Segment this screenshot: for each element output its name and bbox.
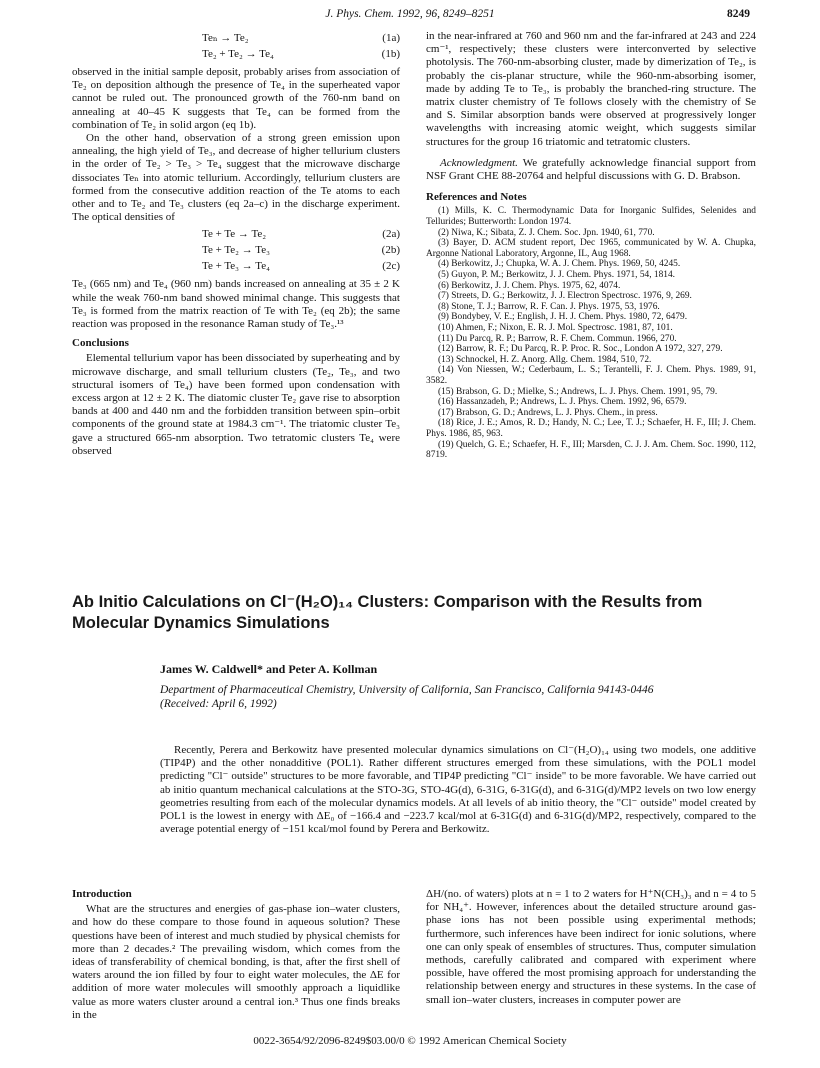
equation-1b [72,46,400,62]
acknowledgment [426,157,756,183]
introduction-heading: Introduction [72,888,132,900]
acknowledgment-lead: Acknowledgment. [440,156,518,169]
equation-expression: Te + Te₃ → Te₄ [202,260,270,273]
paragraph: observed in the initial sample deposit, probably arises from association of Te₂ on deposition although the presence of Te₄ in the superheated vapor cannot be ruled out. The pronounced growth of the 760-nm band on annealing at 40–45 K suggests that Te₄ can be formed from the combination of Te₂ in solid argon (eq 1b). [72,66,400,131]
reference-item: (13) Schnockel, H. Z. Anorg. Allg. Chem. 1984, 510, 72. [438,354,652,365]
equation-1a [72,30,400,46]
reference-item: (8) Stone, T. J.; Barrow, R. F. Can. J. Phys. 1975, 53, 1976. [438,301,660,312]
reference-item: (17) Brabson, G. D.; Andrews, L. J. Phys. Chem., in press. [438,407,658,418]
equation-expression: Te₂ + Te₂ → Te₄ [202,48,274,60]
equation-2a [72,226,400,242]
received-date: (Received: April 6, 1992) [160,698,277,710]
reference-item: (11) Du Parcq, R. P.; Barrow, R. F. Chem. Commun. 1966, 270. [438,333,677,344]
article-title: Ab Initio Calculations on Cl⁻(H₂O)₁₄ Clusters: Comparison with the Results from Molecular Dynamics Simulations [72,593,703,632]
reference-item: (3) Bayer, D. ACM student report, Dec 1965, communicated by W. A. Chupka, Argonne National Laboratory, Argonne, IL, Aug 1968. [426,238,756,259]
paragraph: What are the structures and energies of gas-phase ion–water clusters, and how do these compare to those found in aqueous solution? These questions have been of interest and much studied by physical chemists for more than 2 decades.² The prevailing wisdom, which comes from the ideas of transferability of chemical bonding, is that, after the first shell of waters around the ion filled by four to eight water molecules, the ΔE for addition of more water molecules will smoothly approach a liquidlike value as more waters cluster around a central ion.³ Thus one finds breaks in the [72,903,400,1021]
reference-item: (1) Mills, K. C. Thermodynamic Data for Inorganic Sulfides, Selenides and Tellurides; Butterworth: London 1974. [426,206,756,228]
reference-list [426,206,756,460]
paragraph: On the other hand, observation of a strong green emission upon annealing, the high yield of Te₃, and decrease of higher tellurium clusters in the order of Te₂ > Te₃ > Te₄ suggest that the microwave discharge dissociates Teₙ into atomic tellurium. Accordingly, tellurium clusters are formed from the consecutive addition reaction of the Te atoms to each other and to Te₂ and Te₃ clusters (eq 2a–c) in the discharge experiment. The optical densities of [72,132,400,224]
equation-expression: Teₙ → Te₂ [202,32,249,44]
references-heading: References and Notes [426,191,527,204]
left-column [72,30,400,458]
paragraph: Te₃ (665 nm) and Te₄ (960 nm) bands increased on annealing at 35 ± 2 K while the weak 760-nm band showed minimal change. This suggests that Te₃ is formed from the matrix reaction of Te with Te₂ (eq 2b); the same reaction was proposed in the resonance Raman study of Te₃.¹³ [72,278,400,331]
reference-item: (10) Ahmen, F.; Nixon, E. R. J. Mol. Spectrosc. 1981, 87, 101. [438,322,673,333]
equation-number: (1b) [381,48,400,60]
equation-expression: Te + Te → Te₂ [202,228,267,241]
affiliation: Department of Pharmaceutical Chemistry, University of California, San Francisco, California 94143-0446 [160,684,654,696]
acknowledgment-text: We gratefully acknowledge financial support from NSF Grant CHE 88-20764 and helpful discussions with G. D. Brabson. [426,156,756,183]
equation-expression: Te + Te₂ → Te₃ [202,244,270,257]
paragraph: ΔH/(no. of waters) plots at n = 1 to 2 waters for H⁺N(CH₃)₃ and n = 4 to 5 for NH₄⁺. However, inferences about the detailed structure around gas-phase ions has not been possible using experimental methods; furthermore, such inferences have been indirect for ionic solutions, where one can only speak of ensembles of structures. Thus, computer simulation methods, carefully calibrated and compared with experiment where possible, have offered the most promising approach for understanding the relationship between energy and structures in these systems. In the case of small ion–water clusters, increases in computer power are [426,888,756,1006]
reference-item: (6) Berkowitz, J. J. Chem. Phys. 1975, 62, 4074. [438,280,621,291]
affiliation-block [160,683,760,711]
reference-item: (7) Streets, D. G.; Berkowitz, J. J. Electron Spectrosc. 1976, 9, 269. [438,291,692,302]
equation-number: (2b) [381,244,400,257]
reference-item: (15) Brabson, G. D.; Mielke, S.; Andrews, L. J. Phys. Chem. 1991, 95, 79. [438,386,718,397]
page-footer: 0022-3654/92/2096-8249$03.00/0 © 1992 American Chemical Society [253,1035,567,1047]
reference-item: (12) Barrow, R. F.; Du Parcq, R. P. Proc. R. Soc., London A 1972, 327, 279. [438,344,723,355]
equation-number: (2a) [382,228,400,241]
page-number: 8249 [727,8,750,20]
reference-item: (2) Niwa, K.; Sibata, Z. J. Chem. Soc. Jpn. 1940, 61, 770. [438,227,655,238]
reference-item: (5) Guyon, P. M.; Berkowitz, J. J. Chem. Phys. 1971, 54, 1814. [438,270,675,280]
conclusions-heading: Conclusions [72,337,129,350]
right-column [426,30,756,461]
reference-item: (14) Von Niessen, W.; Cederbaum, L. S.; Terantelli, F. J. Chem. Phys. 1989, 91, 3582. [426,365,756,386]
reference-item: (19) Quelch, G. E.; Schaefer, H. F., III; Marsden, C. J. J. Am. Chem. Soc. 1990, 112, 8719. [426,439,756,461]
equation-2b [72,242,400,258]
equation-number: (1a) [382,32,400,44]
reference-item: (9) Bondybey, V. E.; English, J. H. J. Chem. Phys. 1980, 72, 6479. [438,312,688,323]
intro-right-column [426,888,756,1007]
reference-item: (16) Hassanzadeh, P.; Andrews, L. J. Phys. Chem. 1992, 96, 6579. [438,397,687,408]
article-authors: James W. Caldwell* and Peter A. Kollman [160,662,378,676]
running-header: J. Phys. Chem. 1992, 96, 8249–8251 [325,8,495,20]
reference-item: (4) Berkowitz, J.; Chupka, W. A. J. Chem. Phys. 1969, 50, 4245. [438,259,681,270]
intro-left-column [72,888,400,1022]
equation-2c [72,258,400,274]
reference-item: (18) Rice, J. E.; Amos, R. D.; Handy, N. C.; Lee, T. J.; Schaefer, H. F., III; J. Chem. Phys. 1986, 85, 963. [426,418,756,439]
conclusions-paragraph: Elemental tellurium vapor has been dissociated by superheating and by microwave discharge, and small tellurium clusters (Te₂, Te₃, and two structural isomers of Te₄) have been formed upon condensation with excess argon at 12 ± 2 K. The diatomic cluster Te₂ gave rise to absorption bands at 400 and 440 nm and the forbidden transition between spin–orbit components of the ground state at 1984.3 cm⁻¹. The triatomic cluster Te₃ gave a structured 665-nm absorption. Two tetratomic clusters Te₄ were observed [72,352,400,457]
equation-number: (2c) [382,260,400,273]
abstract: Recently, Perera and Berkowitz have presented molecular dynamics simulations on Cl⁻(H₂O)₁₄ using two models, one additive (TIP4P) and the other nonadditive (POL1). Rather different structures emerged from these simulations, with the POL1 model predicting "Cl⁻ outside" structures to be more favorable, and TIP4P predicting "Cl⁻ inside" to be more favorable. We have carried out ab initio quantum mechanical calculations at the STO-3G, STO-4G(d), 6-31G, 6-31G(d), and 6-31G(d)/MP2 levels on two low energy geometries resulting from each of the molecular dynamics models. At all levels of ab initio theory, the "Cl⁻ outside" model created by POL1 is the lowest in energy with ΔE₀ of −166.4 and −223.7 kcal/mol at 6-31G(d) and 6-31G(d)/MP2, respectively, compared to the average potential energy of −151 kcal/mol found by Perera and Berkowitz. [160,744,756,836]
paragraph: in the near-infrared at 760 and 960 nm and the far-infrared at 243 and 224 cm⁻¹, respectively; these clusters were interconverted by selective photolysis. The 760-nm-absorbing cluster, made by dimerization of Te₂, is probably the cis-planar structure, while the 960-nm-absorbing isomer, made by adding Te to Te₃, is probably the branched-ring structure. The matrix cluster chemistry of Te follows closely with the chemistry of Se and S. Similar absorption bands were observed at progressively longer wavelengths with increasing atomic weight, which suggests similar structures for the group 16 triatomic and tetratomic clusters. [426,30,756,148]
